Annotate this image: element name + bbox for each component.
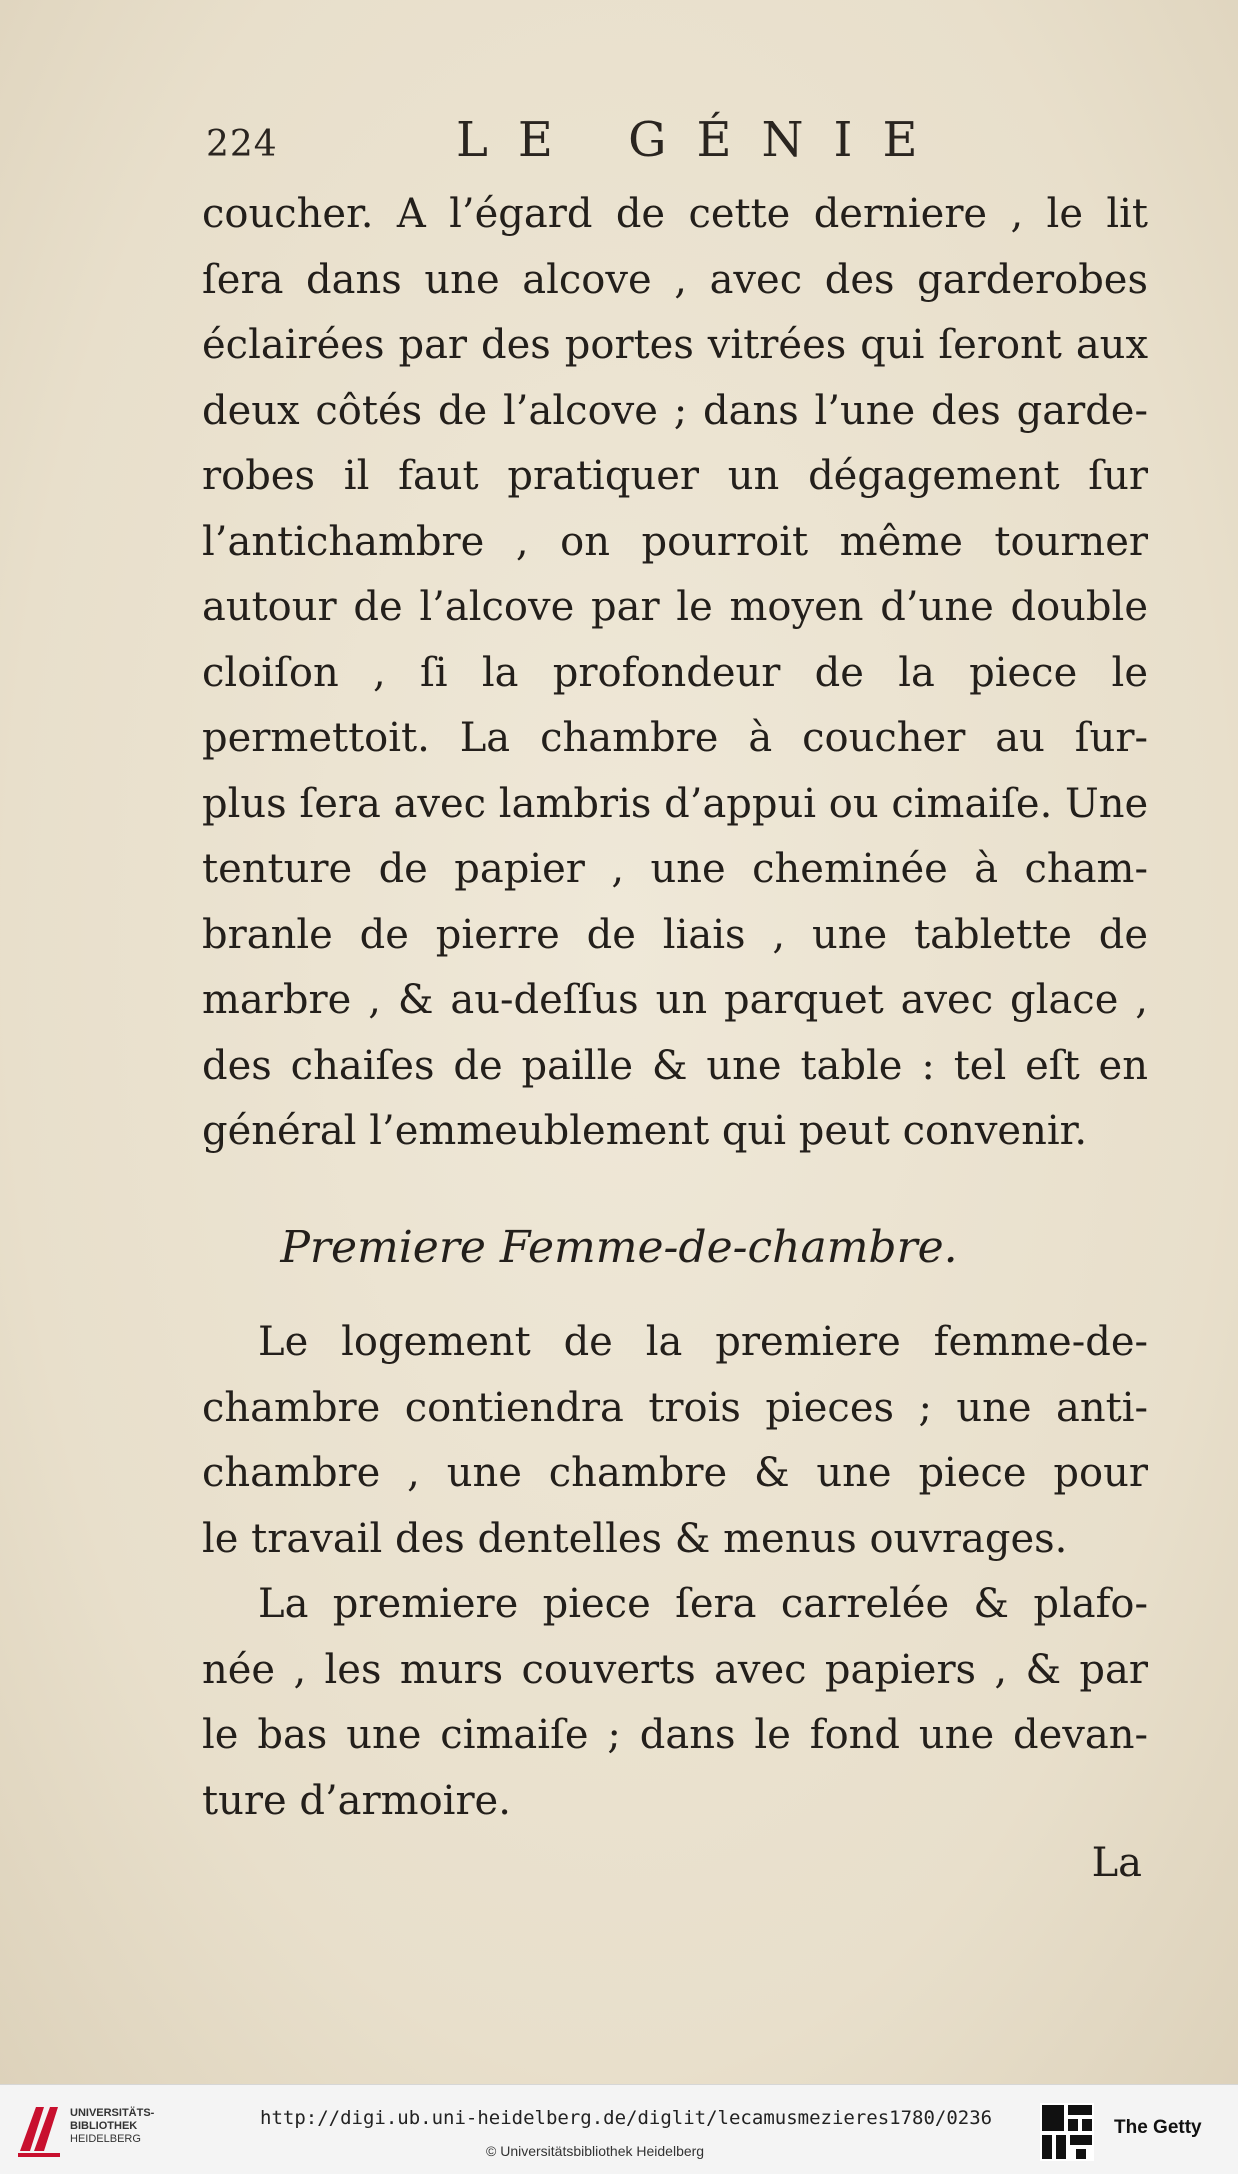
text-line: plus ſera avec lambris d’appui ou cimaiſe. Une [202, 780, 1149, 827]
text-line: chambre , une chambre & une piece pour [202, 1450, 1148, 1496]
permalink-url[interactable]: http://digi.ub.uni-heidelberg.de/diglit/lecamusmezieres1780/0236 [260, 2107, 993, 2129]
paragraph-2-3 [202, 1310, 1148, 1834]
library-name-line: UNIVERSITÄTS- [70, 2107, 155, 2119]
text-line: branle de pierre de liais , une tablette de [202, 911, 1148, 958]
text-line: chambre contiendra trois pieces ; une anti- [202, 1384, 1148, 1431]
running-title: LE GÉNIE [456, 112, 948, 168]
library-name [70, 2107, 154, 2146]
catchword: La [1091, 1840, 1142, 1886]
text-line: coucher. A l’égard de cette derniere , le lit [202, 191, 1148, 237]
text-line: le travail des dentelles & menus ouvrages. [202, 1515, 1068, 1562]
section-heading: Premiere Femme-de-chambre. [280, 1222, 958, 1273]
paragraph-1 [202, 182, 1148, 1165]
library-name-line: BIBLIOTHEK [70, 2120, 138, 2132]
running-head [206, 112, 1146, 172]
text-line: robes il faut pratiquer un dégagement ſur [202, 453, 1148, 499]
getty-label: The Getty [1114, 2117, 1202, 2138]
getty-logo-icon[interactable] [1040, 2103, 1094, 2161]
text-line: l’antichambre , on pourroit même tourner [202, 518, 1148, 565]
text-line: née , les murs couverts avec papiers , & par [202, 1646, 1148, 1693]
viewer-footer [0, 2084, 1238, 2174]
text-line: le bas une cimaiſe ; dans le fond une devan- [202, 1712, 1148, 1758]
text-line: autour de l’alcove par le moyen d’une double [202, 584, 1148, 630]
library-name-line: HEIDELBERG [70, 2133, 141, 2145]
text-line: des chaiſes de paille & une table : tel eſt en [202, 1042, 1148, 1089]
ub-heidelberg-logo-icon[interactable] [14, 2099, 66, 2161]
text-line: La premiere piece ſera carrelée & plafo- [258, 1581, 1148, 1627]
text-line: permettoit. La chambre à coucher au ſur- [202, 715, 1148, 761]
text-line: marbre , & au-deſſus un parquet avec glace , [202, 977, 1148, 1023]
page-number: 224 [206, 124, 278, 165]
text-line: cloiſon , ſi la profondeur de la piece le [202, 649, 1148, 696]
text-line: tenture de papier , une cheminée à cham- [202, 846, 1148, 892]
text-line: Le logement de la premiere femme-de- [258, 1319, 1148, 1365]
text-line: éclairées par des portes vitrées qui ſeront aux [202, 322, 1148, 368]
text-line: deux côtés de l’alcove ; dans l’une des garde- [202, 387, 1148, 434]
copyright-notice: © Universitätsbibliothek Heidelberg [486, 2143, 705, 2159]
text-line: général l’emmeublement qui peut convenir. [202, 1108, 1088, 1154]
text-line: ſera dans une alcove , avec des garderobes [202, 256, 1148, 303]
text-line: ture d’armoire. [202, 1777, 511, 1824]
